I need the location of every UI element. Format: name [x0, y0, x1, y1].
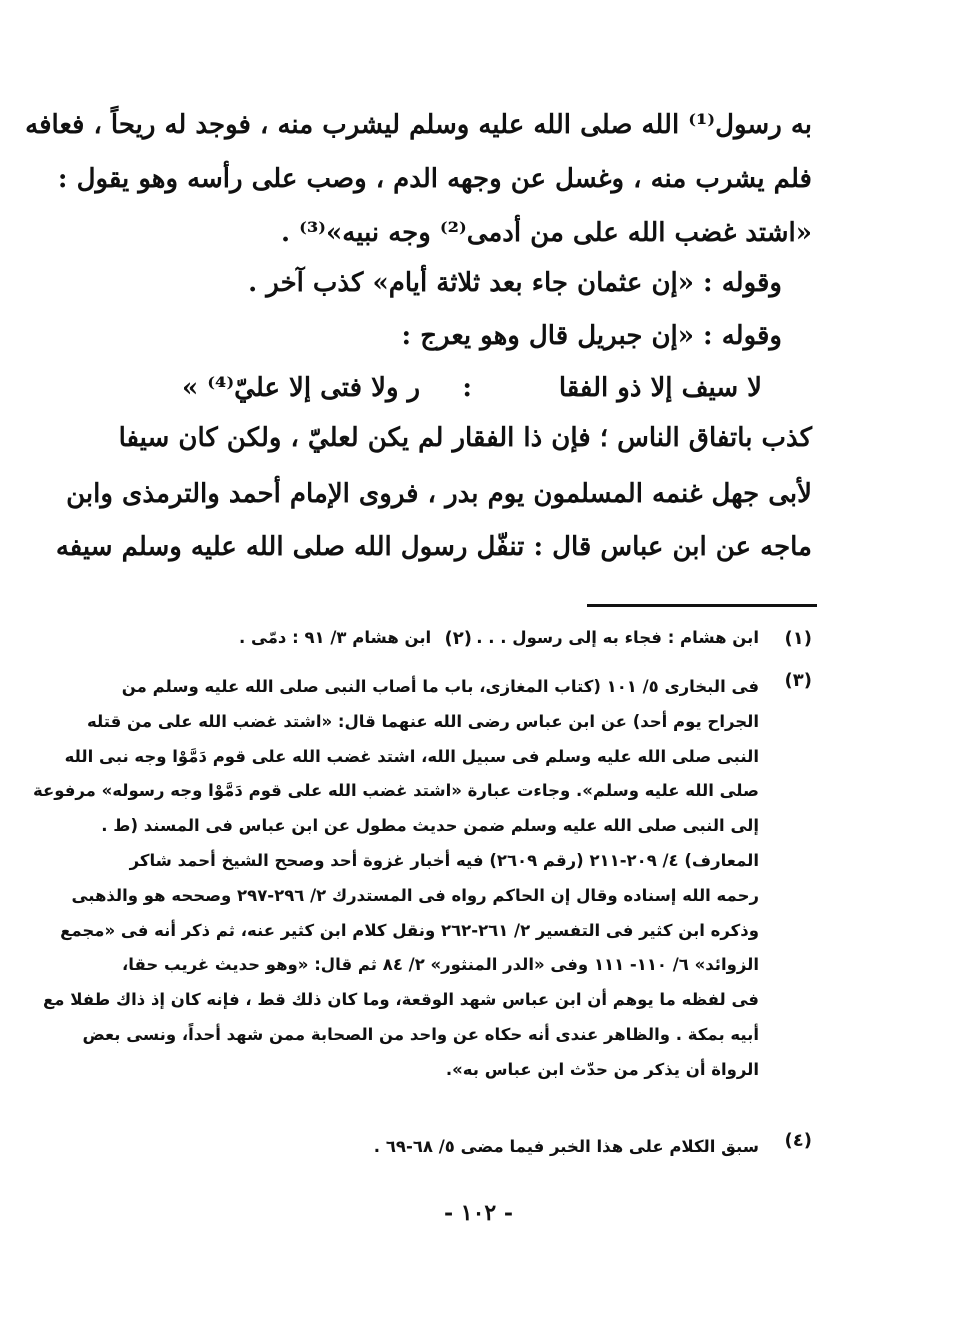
- footnote-1-2: [137, 628, 812, 658]
- body-line-8: ماجه عن ابن عباس قال : تنفّل رسول الله صلى الله عليه وسلم سيفه: [55, 532, 812, 562]
- footnote-line: فى لفظه ما يوهم أن ابن عباس شهد الوقعة، وما كان ذلك قط ، فإنه كان إذ ذاك طفلا مع: [43, 990, 759, 1010]
- footnote-line: أبيه بمكة . والظاهر عندى أنه حكاه عن واحد من الصحابة ممن شهد أحداً، ونسى بعض: [82, 1024, 759, 1044]
- footnote-line: سبق الكلام على هذا الخبر فيما مضى ٥/ ٦٨-٦٩ .: [373, 1137, 759, 1156]
- body-line-7: لأبى جهل غنمه المسلمون يوم بدر ، فروى الإمام أحمد والترمذى وابن: [66, 479, 812, 509]
- footnote-text: ابن هشام : فجاء به إلى رسول . . .: [476, 628, 759, 647]
- footnote-number: (١): [784, 628, 812, 649]
- footnote-line: فى البخارى ٥/ ١٠١ (كتاب المغازى، باب ما أصاب النبى صلى الله عليه وسلم من: [121, 677, 759, 696]
- verse-first-hemistich: لا سيف إلا ذو الفقا: [558, 373, 762, 403]
- verse-second-hemistich: ر ولا فتى إلا عليّ⁽⁴⁾ »: [182, 373, 421, 403]
- body-line-1: به رسول⁽¹⁾ الله صلى الله عليه وسلم ليشرب منه ، فوجد له ريحاً ، فعافه: [25, 110, 812, 140]
- body-line-6: كذب باتفاق الناس ؛ فإن ذا الفقار لم يكن لعليّ ، ولكن كان سيفا: [118, 423, 812, 453]
- footnote-text: ابن هشام ٣/ ٩١ : دمّى .: [239, 628, 432, 647]
- footnote-body: [137, 1130, 759, 1165]
- footnote-line: وذكره ابن كثير فى التفسير ٢/ ٢٦١-٢٦٢ ونقل كلام ابن كثير عنه، ثم ذكر أنه فى «مجمع: [60, 920, 759, 940]
- footnote-number: (٣): [784, 670, 812, 691]
- body-line-4: وقوله : «إن عثمان جاء بعد ثلاثة أيام» كذب آخر .: [248, 268, 782, 298]
- footnote-line: المعارف) ٤/ ٢٠٩-٢١١ (رقم ٢٦٠٩) فيه أخبار غزوة أحد وصحح الشيخ أحمد شاكر: [129, 850, 759, 870]
- footnote-separator: [587, 604, 817, 607]
- footnote-body: [32, 670, 759, 1088]
- footnote-line: صلى الله عليه وسلم». وجاءت عبارة «اشتد غضب الله على قوم دَمَّوْا وجه رسوله» مرفوعة: [32, 781, 759, 801]
- footnote-line: إلى النبى صلى الله عليه وسلم ضمن حديث مطول عن ابن عباس فى المسند (ط .: [101, 816, 759, 836]
- footnote-4: [137, 1130, 812, 1165]
- body-line-2: فلم يشرب منه ، وغسل عن وجهه الدم ، وصب على رأسه وهو يقول :: [57, 164, 812, 194]
- footnote-number: (٢): [444, 628, 472, 649]
- page-number: - ١٠٢ -: [443, 1200, 514, 1226]
- footnote-line: رحمه الله إسناده وقال إن الحاكم رواه فى المستدرك ٢/ ٢٩٦-٢٩٧ وصححه هو والذهبى: [71, 885, 759, 905]
- footnote-line: النبى صلى الله عليه وسلم فى سبيل الله، اشتد غضب الله على قوم دَمَّوْا وجه نبى الله: [64, 746, 759, 766]
- footnote-number: (٤): [784, 1130, 812, 1151]
- footnote-line: الرواة أن يذكر من حدّث ابن عباس به».: [445, 1059, 759, 1079]
- body-line-5: وقوله : «إن جبريل قال وهو يعرج :: [401, 321, 782, 351]
- body-line-3: «اشتد غضب الله على من أدمى⁽²⁾ وجه نبيه»⁽³⁾ .: [281, 218, 812, 248]
- footnote-line: الجراح يوم أحد) عن ابن عباس رضى الله عنهما قال: «اشتد غضب الله على من قتله: [86, 711, 759, 731]
- footnote-line: الزوائد» ٦/ ١١٠- ١١١ وفى «الدر المنثور» ٢/ ٨٤ ثم قال: «وهو حديث غريب حقا،: [122, 955, 759, 975]
- footnote-3: [32, 670, 812, 1088]
- poetry-verse: [182, 368, 762, 408]
- verse-separator: :: [462, 373, 472, 403]
